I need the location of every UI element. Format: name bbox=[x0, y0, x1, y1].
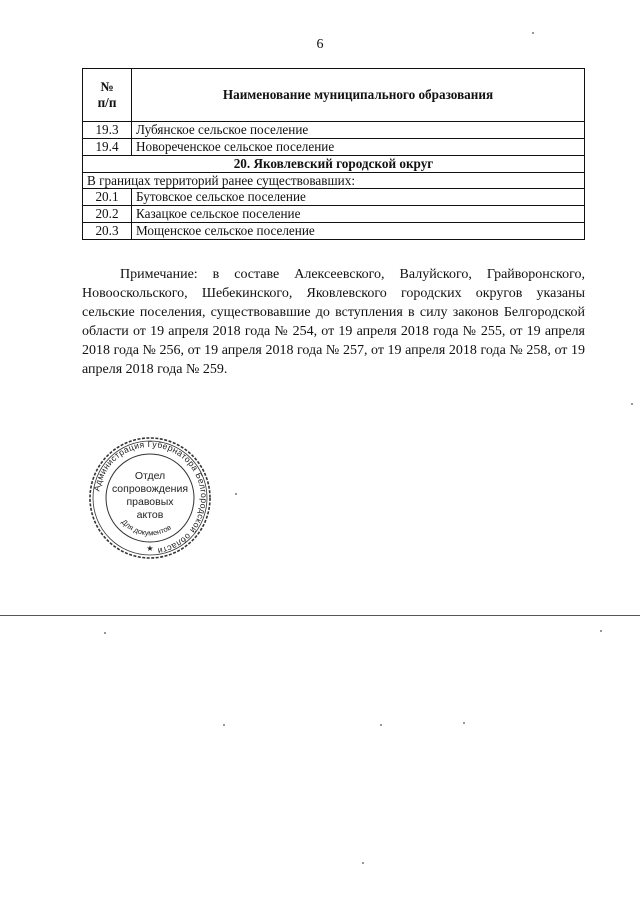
section-subtitle-row bbox=[83, 172, 585, 189]
stamp-line: актов bbox=[136, 509, 164, 521]
header-number bbox=[83, 69, 132, 122]
municipality-table bbox=[82, 68, 585, 240]
table-header-row bbox=[83, 69, 585, 122]
page-divider bbox=[0, 615, 640, 616]
table-row bbox=[83, 122, 585, 139]
page-number: 6 bbox=[316, 37, 324, 52]
table-row bbox=[83, 206, 585, 223]
row-name: Казацкое сельское поселение bbox=[132, 206, 585, 223]
row-number: 20.2 bbox=[83, 206, 132, 223]
row-name: Новореченское сельское поселение bbox=[132, 138, 585, 155]
row-name: Лубянское сельское поселение bbox=[132, 122, 585, 139]
scan-speck bbox=[600, 630, 602, 632]
row-number: 19.3 bbox=[83, 122, 132, 139]
row-name: Мощенское сельское поселение bbox=[132, 223, 585, 240]
row-number: 20.3 bbox=[83, 223, 132, 240]
section-title-row bbox=[83, 155, 585, 172]
row-name: Бутовское сельское поселение bbox=[132, 189, 585, 206]
row-number: 19.4 bbox=[83, 138, 132, 155]
table-row bbox=[83, 138, 585, 155]
scan-speck bbox=[631, 403, 633, 405]
stamp-line: Отдел bbox=[134, 470, 166, 482]
stamp-line: сопровождения bbox=[111, 483, 189, 495]
scan-speck bbox=[235, 493, 237, 495]
scan-speck bbox=[223, 724, 225, 726]
star-icon: ★ bbox=[146, 544, 154, 553]
note-paragraph: Примечание: в составе Алексеевского, Валуйского, Грайворонского, Новооскольского, Шебекинского, Яковлевского городских округов указаны сельские поселения, существовавшие до вступления в силу законов Белгородской области от 19 апреля 2018 года № 254, от 19 апреля 2018 года № 255, от 19 апреля 2018 года № 256, от 19 апреля 2018 года № 257, от 19 апреля 2018 года № 258, от 19 апреля 2018 года № 259. bbox=[82, 267, 585, 377]
row-number: 20.1 bbox=[83, 189, 132, 206]
stamp-inner-ring-text: Для документов bbox=[119, 517, 173, 538]
header-number-abbr: п/п bbox=[97, 95, 117, 110]
table-row bbox=[83, 223, 585, 240]
header-number-sign: № bbox=[100, 78, 114, 94]
stamp-ring-text: Администрация Губернатора Белгородской области bbox=[91, 438, 210, 557]
section-title: 20. Яковлевский городской округ bbox=[83, 155, 585, 172]
scan-speck bbox=[532, 32, 534, 34]
scan-speck bbox=[463, 722, 465, 724]
scan-speck bbox=[362, 862, 364, 864]
stamp bbox=[88, 436, 212, 560]
section-subtitle: В границах территорий ранее существовавших: bbox=[83, 172, 585, 189]
stamp-center-text bbox=[88, 470, 212, 522]
table-row bbox=[83, 189, 585, 206]
header-name: Наименование муниципального образования bbox=[132, 69, 585, 122]
stamp-line: правовых bbox=[126, 496, 174, 508]
scan-speck bbox=[104, 632, 106, 634]
scan-speck bbox=[380, 724, 382, 726]
